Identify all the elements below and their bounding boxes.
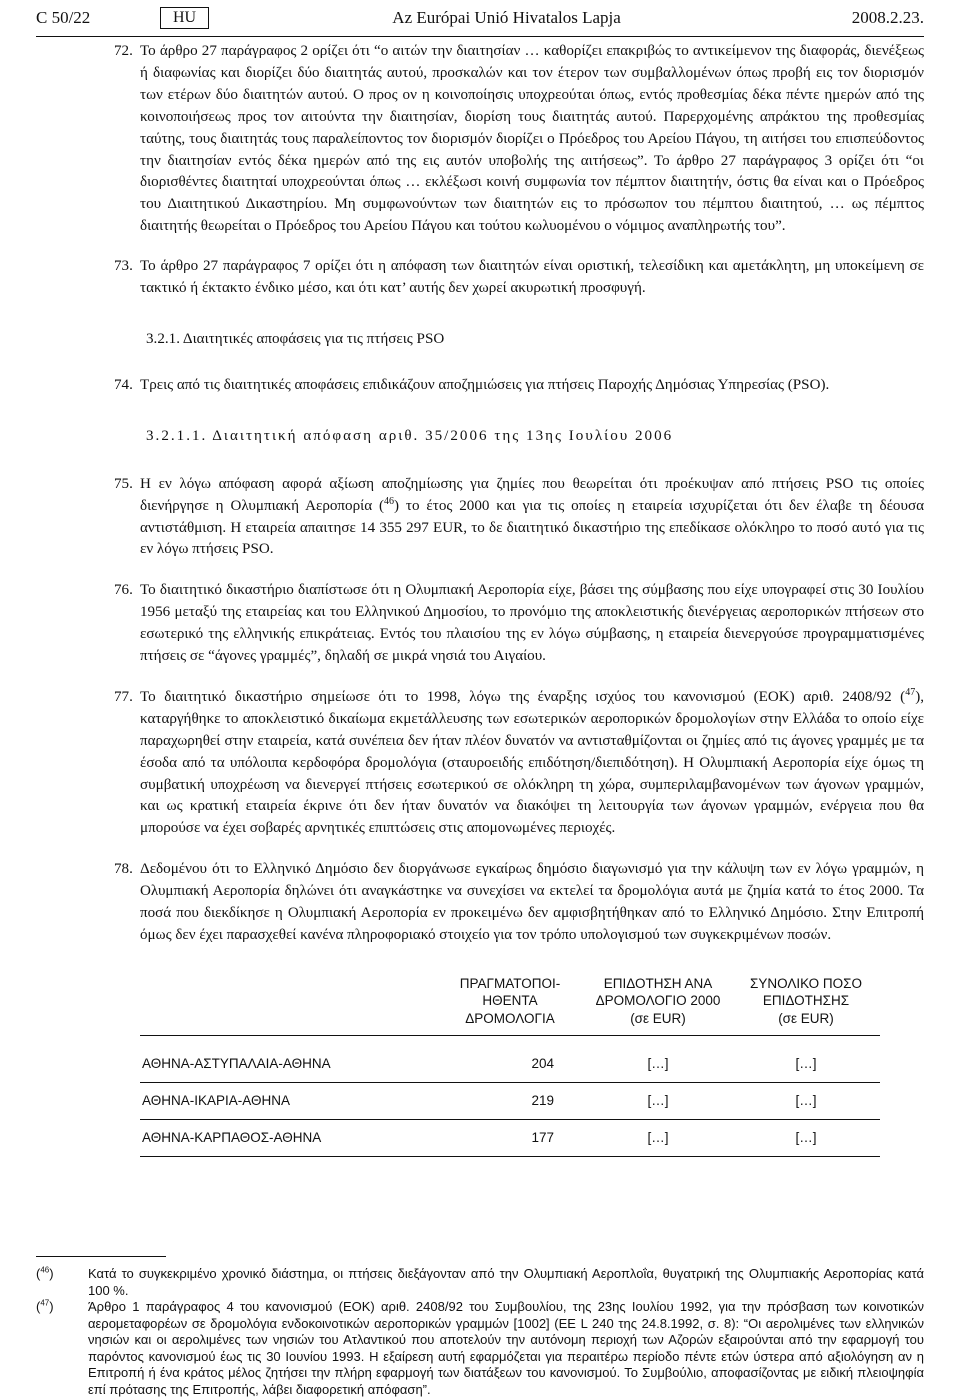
table-row — [140, 1083, 880, 1120]
footnote-text: Άρθρο 1 παράγραφος 4 του κανονισμού (ΕΟΚ) αριθ. 2408/92 του Συμβουλίου, της 23ης Ιουλίου 1992, για την πρόσβαση των κοινοτικών αερομεταφορέων σε δρομολόγια ενδοκοινοτικών αεροπορικών γραμμών [1002] (ΕΕ L 240 της 24.8.1992, σ. 8): “Οι αερολιμένες των ελληνικών νησιών και οι αερολιμένες των νησιών του Ατλαντικού που αποτελούν την αυτόνομη περιοχή των Αζορών εξαιρούνται από την εφαρμογή του παρόντος κανονισμού έως τις 30 Ιουνίου 1993. Η εξαίρεση αυτή εφαρμόζεται για περαιτέρω περίοδο πέντε ετών ύστερα από αξιολόγηση αν η Επιτροπή ή ένα κράτος μέλος ζητήσει την πλήρη εφαρμογή των διατάξεων του κανονισμού. Το Συμβούλιο, αποφασίζοντας με ειδική πλειοψηφία επί πρότασης της Επιτροπής, λάβει διαφορετική απόφαση”. — [88, 1299, 924, 1397]
routes-table — [140, 975, 880, 1158]
journal-title: Az Európai Unió Hivatalos Lapja — [392, 8, 621, 27]
publication-date: 2008.2.23. — [851, 8, 924, 27]
table-header-cell — [140, 975, 436, 1036]
paragraph-number: 73. — [114, 258, 133, 275]
footnote-46: ($^{46}$) Κατά το συγκεκριμένο χρονικό διάστημα, οι πτήσεις διεξάγονταν από την Ολυμπιακή Αεροπλοΐα, θυγατρική της Ολυμπιακής Αεροπορίας κατά 100 %. — [36, 1265, 924, 1298]
header-rule — [36, 36, 924, 37]
footnote-reference[interactable]: 47 — [905, 686, 916, 698]
paragraph-74 — [36, 375, 924, 397]
flights-cell: 204 — [436, 1046, 584, 1083]
subsection-heading: 3.2.1.1. Διαιτητική απόφαση αριθ. 35/2006 της 13ης Ιουλίου 2006 — [146, 427, 674, 444]
paragraph-text: Το άρθρο 27 παράγραφος 7 ορίζει ότι η απόφαση των διαιτητών είναι οριστική, τελεσίδικη και αμετάκλητη, μη υποκείμενη σε τακτικό ή έκτακτο ένδικο μέσο, και ότι κατ’ αυτής δεν χωρεί ακυρωτική προσφυγή. — [140, 258, 924, 297]
paragraph-text: Τρεις από τις διαιτητικές αποφάσεις επιδικάζουν αποζημιώσεις για πτήσεις Παροχής Δημόσιας Υπηρεσίας (PSO). — [140, 376, 830, 393]
table-row — [140, 1120, 880, 1157]
paragraph-text-part: ), καταργήθηκε το αποκλειστικό δικαίωμα εκμετάλλευσης των εσωτερικών αεροπορικών δρομολογίων στην Ελλάδα το οποίο είχε παραχωρηθεί στην εταιρεία, κατά συνέπεια δεν ήταν πλέον δυνατόν να αντισταθμίζονται οι ζημίες από τις άγονες γραμμές με τα έσοδα από τα υπόλοιπα κερδοφόρα δρομολόγια (σταυροειδής επιδότηση/διεπιδότηση). Η Ολυμπιακή Αεροπορία είχε όμως τη συμβατική υποχρέωση να διενεργεί πτήσεις εσωτερικού σε ολόκληρη τη χώρα, συμπεριλαμβανομένων των άγονων γραμμών, και ως κρατική εταιρεία έκρινε ότι δεν ήταν δυνατόν να διακόψει τη λειτουργία των άγονων γραμμών, ενέργεια που θα μπορούσε να έχει σοβαρές αρνητικές επιπτώσεις στις απομονωμένες περιοχές. — [140, 688, 924, 837]
subsidy-per-flight-cell: […] — [584, 1120, 732, 1157]
paragraph-76 — [36, 580, 924, 668]
paragraph-72 — [36, 41, 924, 238]
paragraph-text — [140, 687, 924, 840]
table-row — [140, 1046, 880, 1083]
paragraph-number: 72. — [114, 43, 133, 59]
page-reference: C 50/22 — [36, 8, 91, 27]
footnote-mark: 46 — [40, 1265, 50, 1275]
paragraph-text: Δεδομένου ότι το Ελληνικό Δημόσιο δεν διοργάνωσε εγκαίρως δημόσιο διαγωνισμό για την κάλυψη των εν λόγω γραμμών, η Ολυμπιακή Αεροπορία δηλώνει ότι αναγκάστηκε να συνεχίσει να εκτελεί τα δρομολόγια αυτά με ζημία κατά το έτος 2000. Τα ποσά που διεκδίκησε η Ολυμπιακή Αεροπορία εν προκειμένω δεν αμφισβητήθηκαν από το Ελληνικό Δημόσιο. Στην Επιτροπή όμως δεν έχει παρασχεθεί κανένα πληροφοριακό στοιχείο για τον τρόπο υπολογισμού των συγκεκριμένων ποσών. — [140, 861, 924, 943]
table-header-cell: ΕΠΙΔΟΤΗΣΗ ΑΝΑ ΔΡΟΜΟΛΟΓΙΟ 2000 (σε EUR) — [584, 975, 732, 1036]
flights-cell: 177 — [436, 1120, 584, 1157]
language-badge: HU — [160, 7, 209, 29]
subsidy-per-flight-cell: […] — [584, 1046, 732, 1083]
total-subsidy-cell: […] — [732, 1083, 880, 1120]
footnote-47: ($^{47}$) Άρθρο 1 παράγραφος 4 του κανονισμού (ΕΟΚ) αριθ. 2408/92 του Συμβουλίου, της 23ης Ιουλίου 1992, για την πρόσβαση των κοινοτικών αερομεταφορέων σε δρομολόγια ενδοκοινοτικών αεροπορικών γραμμών [1002] (ΕΕ L 240 της 24.8.1992, σ. 8): “Οι αερολιμένες των ελληνικών νησιών και οι αερολιμένες των νησιών του Ατλαντικού που αποτελούν την αυτόνομη περιοχή των Αζορών εξαιρούνται από την εφαρμογή του παρόντος κανονισμού έως τις 30 Ιουνίου 1993. Η εξαίρεση αυτή εφαρμόζεται για περαιτέρω περίοδο πέντε ετών ύστερα από αξιολόγηση αν η Επιτροπή ή ένα κράτος μέλος ζητήσει την πλήρη εφαρμογή των διατάξεων του κανονισμού. Το Συμβούλιο, αποφασίζοντας με ειδική πλειοψηφία επί πρότασης της Επιτροπής, λάβει διαφορετική απόφαση”. — [36, 1298, 924, 1397]
route-cell: ΑΘΗΝΑ-ΙΚΑΡΙΑ-ΑΘΗΝΑ — [140, 1083, 436, 1120]
route-cell: ΑΘΗΝΑ-ΚΑΡΠΑΘΟΣ-ΑΘΗΝΑ — [140, 1120, 436, 1157]
footnote-mark: 47 — [40, 1298, 50, 1308]
paragraph-number: 78. — [114, 861, 133, 878]
paragraph-77 — [36, 687, 924, 840]
table-header-cell: ΠΡΑΓΜΑΤΟΠΟΙ- ΗΘΕΝΤΑ ΔΡΟΜΟΛΟΓΙΑ — [436, 975, 584, 1036]
paragraph-text: Το διαιτητικό δικαστήριο διαπίστωσε ότι η Ολυμπιακή Αεροπορία είχε, βάσει της σύμβασης που είχε υπογραφεί στις 30 Ιουλίου 1956 μεταξύ της εταιρείας και του Ελληνικού Δημοσίου, το προνόμιο της αποκλειστικής διενέργειας αεροπορικών πτήσεων στο εσωτερικό της ελληνικής επικράτειας. Εντός του πλαισίου της εν λόγω σύμβασης, η εταιρεία διενεργούσε προγραμματισμένες πτήσεις σε “άγονες γραμμές”, δηλαδή σε μικρά νησιά του Αιγαίου. — [140, 582, 924, 665]
paragraph-number: 74. — [114, 376, 133, 393]
paragraph-number: 77. — [114, 688, 133, 705]
footnotes — [36, 1266, 924, 1398]
paragraph-number: 75. — [114, 475, 133, 492]
footnote-reference[interactable]: 46 — [384, 495, 395, 507]
page-header — [36, 0, 924, 36]
section-heading: 3.2.1. Διαιτητικές αποφάσεις για τις πτήσεις PSO — [146, 330, 445, 347]
table-header-row — [140, 975, 880, 1036]
footnote-text: Κατά το συγκεκριμένο χρονικό διάστημα, οι πτήσεις διεξάγονταν από την Ολυμπιακή Αεροπλοΐα, θυγατρική της Ολυμπιακής Αεροπορίας κατά 100 %. — [88, 1266, 924, 1298]
paragraph-text-part: Η εν λόγω απόφαση αφορά αξίωση αποζημίωσης για ζημίες που θεωρείται ότι προέκυψαν από πτήσεις PSO τις οποίες διενήργησε η Ολυμπιακή Αεροπορία ( — [140, 475, 924, 514]
table-header-cell: ΣΥΝΟΛΙΚΟ ΠΟΣΟ ΕΠΙΔΟΤΗΣΗΣ (σε EUR) — [732, 975, 880, 1036]
flights-cell: 219 — [436, 1083, 584, 1120]
document-body — [36, 41, 924, 1157]
paragraph-text-part: Το διαιτητικό δικαστήριο σημείωσε ότι το 1998, λόγω της έναρξης ισχύος του κανονισμού (ΕΟΚ) αριθ. 2408/92 ( — [140, 688, 906, 705]
paragraph-text — [140, 474, 924, 562]
paragraph-number: 76. — [114, 582, 133, 599]
subsidy-per-flight-cell: […] — [584, 1083, 732, 1120]
footnote-separator — [36, 1256, 166, 1257]
total-subsidy-cell: […] — [732, 1046, 880, 1083]
total-subsidy-cell: […] — [732, 1120, 880, 1157]
paragraph-text-part: ) το έτος 2000 και για τις οποίες η εταιρεία ισχυρίζεται ότι δεν έλαβε τη δέουσα αντιστάθμιση. Η εταιρεία απαιτησε 14 355 297 EUR, το δε διαιτητικό δικαστήριο της επεδίκασε ολόκληρο το ποσό αυτό για τις εν λόγω πτήσεις PSO. — [140, 497, 924, 558]
paragraph-73 — [36, 256, 924, 300]
paragraph-text: Το άρθρο 27 παράγραφος 2 ορίζει ότι “ο αιτών την διαιτησίαν … καθορίζει επακριβώς το αντικείμενον της διαφοράς, διενέξεως ή διαφωνίας και διορίζει δύο διαιτητάς αυτού, προσκαλών και τον έτερον των συμβαλλομένων όπως προβή εις τον διορισμόν των ετέρων δύο διαιτητών αυτού. Ο προς ον η κοινοποίησις υποχρεούται όπως, εντός προθεσμίας δέκα πέντε ημερών από της κοινοποιήσεως προς τον αιτούντα την διαιτησίαν, διορίση τους διαιτητάς αυτού. Παρερχομένης απράκτου της προθεσμίας ταύτης, τους διαιτητάς τους παραλείποντος τον διορισμόν διορίζει ο Πρόεδρος του Αρείου Πάγου, τη αιτήσει του επισπεύδοντος την διαιτησίαν εντός δέκα ημερών από της εις αυτόν υποβολής της αιτήσεως”. Το άρθρο 27 παράγραφος 3 ορίζει ότι “οι διορισθέντες διαιτηταί υποχρεούνται όπως … εκλέξωσι κοινή συμφωνία τον πέμπτον διαιτητήν, όστις θα είναι και ο Πρόεδρος του Διαιτητικού Δικαστηρίου. Μη συμφωνούντων των διαιτητών εις το πρόσωπον του πέμπτου διαιτητού, … ως πέμπτος διαιτητής θεωρείται ο Πρόεδρος του Αρείου Πάγου και τούτου κωλυομένου ο νόμιμος αναπληρωτής του”. — [140, 43, 924, 235]
paragraph-78 — [36, 859, 924, 947]
paragraph-75 — [36, 474, 924, 562]
route-cell: ΑΘΗΝΑ-ΑΣΤΥΠΑΛΑΙΑ-ΑΘΗΝΑ — [140, 1046, 436, 1083]
